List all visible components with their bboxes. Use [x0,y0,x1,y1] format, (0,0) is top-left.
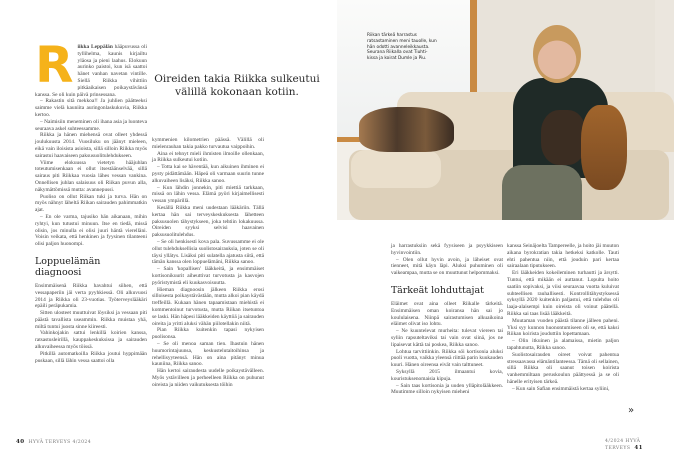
folio-right [605,439,674,452]
photo-woman-with-pets-on-sofa [337,0,674,220]
pull-quote-headline: Oireiden takia Riikka sulkeutui välillä kokonaan kotiin. [154,73,320,98]
page-number: 41 [634,445,643,451]
magazine-name: HYVÄ TERVEYS 4/2024 [28,440,92,445]
paragraph: Hieman diagnoosin jälkeen Riikka erosi silloisesta poikaystävästään, mutta alkoi pian käydä treffeillä. Kukaan hänen tapaamistaan miehistä ei kommentoinut turvotusta, mutta Riikan itsetuntoa se laski. Hän häpesi lääkkeiden käyttöä ja sairauden oireita ja yritti aluksi vähän piilotellakin niitä. [152,286,264,327]
paragraph: Lohtua tarvittiinkin. Riikka söi kortisonia aluksi puoli vuotta, vaikka yleensä riittää parin kuukauden kuuri. Hänen oireensa eivät vain talttuneet. [391,348,503,369]
paragraph: – Kun sain Safian ensimmäistä kertaa syliini, [512,385,610,392]
paragraph: kanssa Seinäjoelta Tampereelle, ja hoito jäi muuton aikana byrokratian takia hetkeksi katkolle. Tauti ehti pahentua niin, että jouduin pari kertaa sairaalaan tiputukseen. [507,243,619,270]
subheading-diagnosis: Loppuelämän diagnoosi [35,255,101,278]
paragraph: – Sain 'kopallisen' lääkkeitä, ja ensimmäiset kortisonikuurit aiheuttivat turvotusta ja kasvojen pyöristymistä eli kuukasvoisuutta. [152,266,264,286]
paragraph: Suolistosairauden oireet voivat pahentua stressaavassa elämäntilanteessa. Tämä oli sellainen, sillä Riikka oli saanut toisen koirista vanhemmiltaan peruskoulun päättyessä ja se oli hänelle erityisen tärkeä. [507,351,619,385]
paragraph: Hän kertoi sairaudesta uudelle poikaystävälleen. Myös ystävilleen ja perheelleen Riikka on puhunut oireista ja niiden vaikutuksesta töihin [152,368,264,388]
paragraph: – Sain taas kortisonia ja uuden ylläpitolääkkeen. Muutimme silloin nykyisen mieheni [391,382,503,396]
column-3 [391,243,503,396]
paragraph: Eläimet ovat aina olleet Riikalle tärkeitä. Ensimmäisen oman koiransa hän sai jo koululaisena. Niinpä sairastumisen alkuaikoina eläimet olivat iso lohtu. [391,300,503,328]
paragraph: – Olin itkuinen ja alamaissa, mietin paljon tapahtunutta, Riikka sanoo. [507,338,619,351]
column-1 [35,36,148,364]
right-page [337,0,674,450]
folio-left [16,439,91,446]
drop-cap: R [35,36,74,94]
paragraph: kymmenien kilometrien päässä. Välillä oli mielenrauhan takia pakko turvautua vaippoihin. [152,137,264,150]
paragraph: – Olen ollut hyvin avoin, ja läheiset ovat tienneet, mitä käyn läpi. Aluksi puhuminen oli vaikeampaa, mutta se on muuttunut helpommaksi. [391,256,503,277]
paragraph: Eri lääkkeiden kokeileminen turhautti ja ärsytti. Tuntui, että mikään ei auttanut. Lopulta hoito saatiin sopivaksi, ja viisi seuraavaa vuotta kuluivat suhteellisen rauhallisesti. Kontrollitähystyksessä syksyllä 2020 kuitenkin paljastui, että tulehdus oli laaja-alaisempi kuin oireista oli voinut päätellä. Riikka sai taas lisää lääkkeitä. [507,270,619,317]
left-page [0,0,337,450]
page-number: 40 [16,439,25,445]
paragraph: Muutaman vuoden päästä tilanne jälleen paheni. Yksi syy kunnon huonontumiseen oli se, että kaksi Riikan koirista jouduttiin lopettamaan. [507,317,619,338]
paragraph: – En ole varma, tajusiko hän aikanaan, mihin ryhtyi, kun tutustui minuun. Itse en tiedä, missä olisin, jos minulla ei olisi juuri häntä vierelläni. Voisin veikata, että henkinen ja fyysinen tilanteeni olisi paljon huonompi. [35,213,147,248]
paragraph: Pitkillä automatkoilla Riikka joutui hyppimään puskaan, sillä lähin vessa saattoi olla [35,350,147,364]
paragraph: – Rakastin sitä mekkoa!! Ja juhlien päätteeksi saimme vielä kauniita auringonlaskukuvia, Riikka kertoo. [35,98,147,118]
paragraph: Syksyllä 2015 ilmaantui kovia, kouristuksenomaisia kipuja. [391,368,503,382]
paragraph: Aina ei tehnyt mieli ihmisten ilmoille ollenkaan, ja Riikka sulkeutui kotiin. [152,150,264,164]
photo-caption: Riikan tärkeä harrastus ratsastaminen meni tauolle, kun hän odotti avanneleikkausta. Seurana Riikalla ovat Tiuhti-kissa ja koirat Dumle ja Piu. [367,33,437,62]
magazine-name: 4/2024 HYVÄ TERVEYS [605,439,641,451]
paragraph: – Totta kai se häventää, kun aikuinen ihminen ei pysty pidättämään. Häpeä oli varmaan suurin tunne alkuvaiheen lisäksi, Riikka sanoo. [152,164,264,184]
paragraph: Riikka ja hänen miehensä ovat olleet yhdessä joulukuusta 2014. Vuosiluku on jäänyt mieleen, eikä vain iloisista asioista, sillä silloin Riikka myös sairastui haavaiseen paksusuolitulehdukseen. [35,132,147,159]
paragraph: – Se oli menoa saman tien. Ihastuin hänen huumorintajuunsa, keskustelutaitoihinsa ja rehellisyyteensä. Hän on aina pitänyt minua kauniina, Riikka sanoo. [152,340,264,368]
paragraph: Pian Riikka kuitenkin tapasi nykyisen puolisonsa. [152,327,264,341]
lead-in: iikka Leppälän [77,44,113,50]
paragraph: Sitten ulosteet muuttuivat löysiksi ja vessaan piti päästä tavallista useammin. Riikka muistaa yhä, miltä tuntui juosta sinne kiireesti. [35,310,147,330]
continue-arrow-icon: » [628,405,635,416]
paragraph: Ensimmäisenä Riikka havahtui siihen, että vessapaperiin jäi verta pyyhkiessä. Oli alkuvuosi 2014 ja Riikka oli 23-vuotias. Työterveyslääkäri epäili peräpukamia. [35,282,147,310]
paragraph: Kesällä Riikka meni uudestaan lääkäriin. Tällä kertaa hän sai terveyskeskuksesta lähetteen paksusuolen tähystykseen, joka tehtiin lokakuussa. Oireiden syyksi selvisi haavainen paksusuolitulehdus. [152,204,264,239]
column-2 [152,137,264,388]
paragraph: – Se oli henkisesti kova pala. Suvussamme ei ole ollut tulehduksellisia suolistosairauksia, joten se oli täysi yllätys. Lisäksi piti sulatella ajatusta siitä, että tämän kanssa olen loppuelämäni, Riikka sanoo. [152,238,264,266]
paragraph: – Kun lähdin jonnekin, piti miettiä tarkkaan, missä on lähin vessa. Elämä pyöri kirjaimellisesti vessan ympärillä. [152,184,264,205]
subheading-comforters: Tärkeät lohduttajat [391,284,484,296]
paragraph: Viime elokuussa vietetyn hääjuhlan toteutumisenkaan ei ollut itsestäänselvää, sillä sairaus piti Riikkaa vuosia lähes vessan vankina. Onnellisen juhlan salaisuus oli Riikan puvun alla, näkymättömissä mutta: avannepussi. [35,159,147,193]
paragraph: – Ne kuuntelevat murheita: tulevat viereen tai syliin rapsuteltaviksi tai vain ovat siinä, jos ne lipaisevat kättä tai poskea, Riikka sanoo. [391,328,503,348]
paragraph: Puoliso on ollut Riikan tuki ja turva. Hän on myös nähnyt läheltä Riikan sairauden pahimmatkin ajat. [35,193,147,214]
paragraph: Vahinkojakin sattui lenkillä koirien kanssa, ratsastusleirillä, kauppakeskuksissa ja sairauden alkuvaiheessa myös töissä. [35,330,147,351]
column-4 [507,243,619,393]
paragraph: – Naimisiin meneminen oli ihana asia ja luonteva seuraava askel suhteessamme. [35,118,147,132]
paragraph: hääpuvussa oli tyllihelma, kaunis kirjailtu yläosa ja pieni laahus. Elokuun aurinko paistoi, kun isä saattoi hänet vanhan navetan vintille. Siellä Riikka vihittiin pitkäaikaisen poikaystävänsä kanssa. Se oli kuin päivä prinsessana. [35,44,148,98]
paragraph: ja harrastuksiin sekä fyysiseen ja psyykkiseen hyvinvointiin. [391,243,503,256]
